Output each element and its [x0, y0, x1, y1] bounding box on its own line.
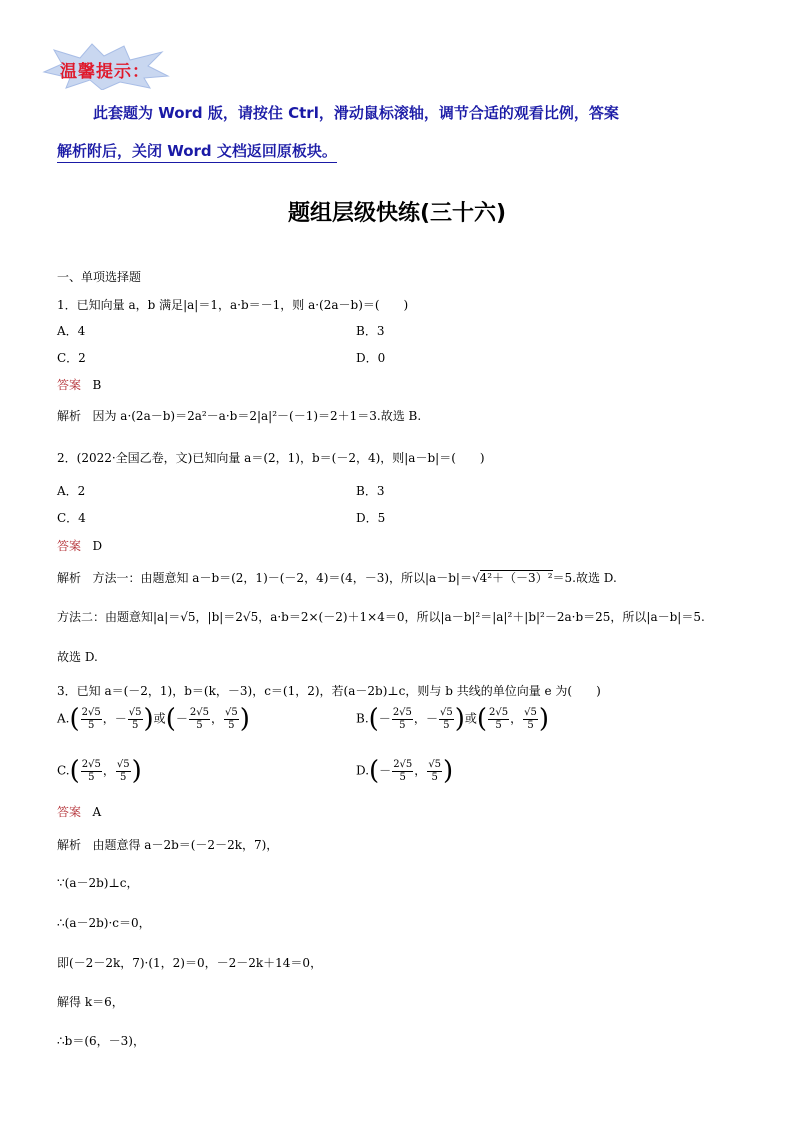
- page-title: 题组层级快练(三十六): [287, 201, 507, 226]
- q2-stem: 2．(2022·全国乙卷，文)已知向量 a＝(2，1)，b＝(－2，4)，则|a－b|＝( ): [57, 451, 485, 465]
- q2-option-a: A．2: [57, 484, 86, 498]
- analysis-label: 解析: [57, 571, 82, 585]
- tip-line-2: 解析附后，关闭 Word 文档返回原板块。: [57, 140, 337, 163]
- analysis-label: 解析: [57, 409, 82, 423]
- answer-value: A: [92, 805, 102, 819]
- q3-option-d: D.(－ $\frac{2√5}{5}$ ， $\frac{√5}{5}$ ): [356, 756, 454, 786]
- q3-stem: 3．已知 a＝(－2，1)，b＝(k，－3)，c＝(1，2)，若(a－2b)⊥c，则与 b 共线的单位向量 e 为( ): [57, 684, 601, 698]
- q3-option-a: A.( $\frac{2√5}{5}$ ，－ $\frac{√5}{5}$ )或(－ $\frac{2√5}{5}$ ， $\frac{√5}{5}$ ): [57, 704, 250, 734]
- method1-prefix: 方法一：由题意知 a－b＝(2，1)－(－2，4)＝(4，－3)，所以|a－b|＝: [92, 571, 472, 585]
- sqrt-sign-icon: √: [471, 571, 480, 585]
- q1-option-a: A．4: [57, 324, 86, 338]
- q2-analysis-method1: [57, 569, 617, 586]
- analysis-step: ∴(a－2b)·c＝0，: [57, 916, 151, 930]
- q2-option-d: D．5: [356, 511, 386, 525]
- q2-method2: 方法二：由题意知|a|＝√5，|b|＝2√5，a·b＝2×(－2)＋1×4＝0，所以|a－b|²＝|a|²＋|b|²－2a·b＝25，所以|a－b|＝5.: [57, 610, 705, 624]
- q1-option-c: C．2: [57, 351, 86, 365]
- q3-analysis: [57, 836, 278, 853]
- analysis-step: 即(－2－2k，7)·(1，2)＝0，－2－2k＋14＝0，: [57, 956, 323, 970]
- method1-suffix: ＝5.故选 D.: [552, 571, 617, 585]
- section-heading: 一、单项选择题: [57, 270, 142, 284]
- q3-answer: [57, 803, 101, 820]
- q1-answer: [57, 376, 101, 393]
- analysis-step: 由题意得 a－2b＝(－2－2k，7)，: [92, 838, 279, 852]
- tip-title: 温馨提示：: [60, 62, 150, 82]
- q1-option-d: D．0: [356, 351, 386, 365]
- q3-option-c: C.( $\frac{2√5}{5}$ ， $\frac{√5}{5}$ ): [57, 756, 142, 786]
- analysis-step: ∴b＝(6，－3)，: [57, 1034, 145, 1048]
- q2-method2-end: 故选 D.: [57, 650, 98, 664]
- answer-value: D: [92, 539, 103, 553]
- q1-option-b: B．3: [356, 324, 385, 338]
- answer-value: B: [92, 378, 102, 392]
- answer-label: 答案: [57, 378, 82, 392]
- q2-option-c: C．4: [57, 511, 86, 525]
- q1-stem: 1．已知向量 a，b 满足|a|＝1，a·b＝－1，则 a·(2a－b)＝( ): [57, 298, 409, 312]
- analysis-text: 因为 a·(2a－b)＝2a²－a·b＝2|a|²－(－1)＝2＋1＝3.故选 B.: [92, 409, 422, 423]
- q3-option-b: B.(－ $\frac{2√5}{5}$ ，－ $\frac{√5}{5}$ )或( $\frac{2√5}{5}$ ， $\frac{√5}{5}$ ): [356, 704, 550, 734]
- method1-sqrt: 4²＋（－3）²: [479, 571, 553, 585]
- tip-line-1: 此套题为 Word 版，请按住 Ctrl，滑动鼠标滚轴，调节合适的观看比例，答案: [93, 104, 619, 122]
- analysis-step: 解得 k＝6，: [57, 995, 124, 1009]
- analysis-step: ∵(a－2b)⊥c，: [57, 876, 139, 890]
- q1-analysis: [57, 407, 421, 424]
- answer-label: 答案: [57, 805, 82, 819]
- analysis-label: 解析: [57, 838, 82, 852]
- answer-label: 答案: [57, 539, 82, 553]
- q2-answer: [57, 537, 102, 554]
- q2-option-b: B．3: [356, 484, 385, 498]
